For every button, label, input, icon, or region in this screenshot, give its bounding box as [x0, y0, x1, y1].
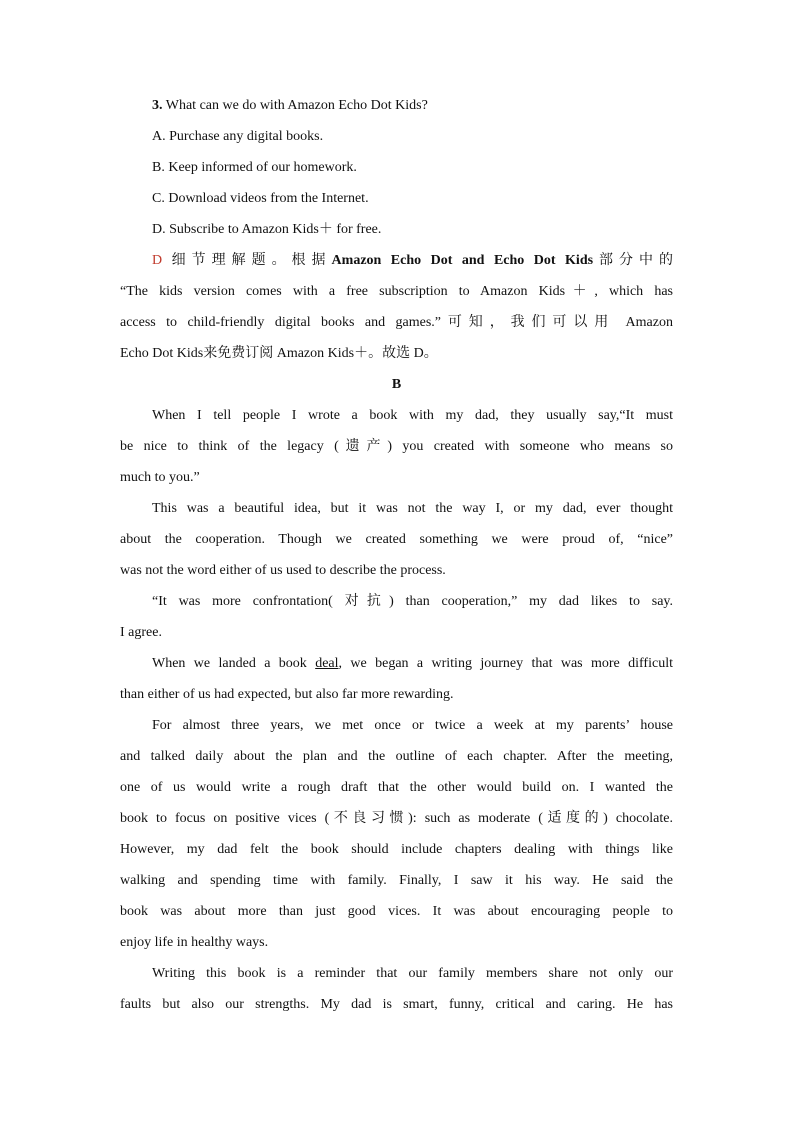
- question-number: 3.: [152, 98, 163, 113]
- passage-line: walking and spending time with family. Finally, I saw it his way. He said the: [120, 873, 673, 888]
- answer-letter: D: [152, 253, 163, 268]
- passage-line: one of us would write a rough draft that the other would build on. I wanted the: [120, 780, 673, 795]
- question-stem: [120, 90, 673, 121]
- passage-line: [120, 648, 673, 679]
- passage-line: “It was more confrontation( 对抗) than cooperation,” my dad likes to say.: [152, 594, 673, 609]
- passage-line: book was about more than just good vices. It was about encouraging people to: [120, 904, 673, 919]
- passage-line: about the cooperation. Though we created something we were proud of, “nice”: [120, 532, 673, 547]
- underlined-word-deal: deal: [315, 656, 339, 671]
- option-c: C. Download videos from the Internet.: [152, 191, 369, 206]
- passage-line: faults but also our strengths. My dad is smart, funny, critical and caring. He has: [120, 997, 673, 1012]
- document-page: [120, 90, 673, 1020]
- passage-line: However, my dad felt the book should include chapters dealing with things like: [120, 842, 673, 857]
- explanation-line-1: [120, 245, 673, 276]
- passage-line: be nice to think of the legacy (遗产) you created with someone who means so: [120, 439, 673, 454]
- passage-line: much to you.”: [120, 470, 200, 485]
- explanation-line-3: access to child-friendly digital books and games.”可知，我们可以用 Amazon: [120, 315, 673, 330]
- explanation-bold: Amazon Echo Dot and Echo Dot Kids: [331, 253, 594, 268]
- option-d: D. Subscribe to Amazon Kids＋ for free.: [152, 222, 382, 237]
- passage-segment: , we began a writing journey that was more difficult: [338, 656, 673, 671]
- passage-line: enjoy life in healthy ways.: [120, 935, 269, 950]
- passage-line: and talked daily about the plan and the outline of each chapter. After the meeting,: [120, 749, 673, 764]
- passage-line: Writing this book is a reminder that our family members share not only our: [152, 966, 673, 981]
- passage-line: was not the word either of us used to describe the process.: [120, 563, 446, 578]
- question-text: What can we do with Amazon Echo Dot Kids?: [165, 98, 428, 113]
- passage-line: I agree.: [120, 625, 162, 640]
- explanation-line-2: “The kids version comes with a free subscription to Amazon Kids＋, which has: [120, 284, 673, 299]
- passage-line: This was a beautiful idea, but it was not the way I, or my dad, ever thought: [152, 501, 673, 516]
- option-a: A. Purchase any digital books.: [152, 129, 324, 144]
- passage-line: When I tell people I wrote a book with my dad, they usually say,“It must: [152, 408, 673, 423]
- passage-segment: When we landed a book: [152, 656, 316, 671]
- passage-line: than either of us had expected, but also far more rewarding.: [120, 687, 454, 702]
- passage-line: For almost three years, we met once or twice a week at my parents’ house: [152, 718, 673, 733]
- passage-line: book to focus on positive vices (不良习惯): such as moderate (适度的) chocolate.: [120, 811, 673, 826]
- explanation-line-4: Echo Dot Kids来免费订阅 Amazon Kids＋。故选 D。: [120, 346, 438, 361]
- explanation-post: 部分中的: [593, 253, 674, 268]
- section-heading: B: [391, 377, 402, 392]
- option-b: B. Keep informed of our homework.: [152, 160, 357, 175]
- explanation-pre: 细节理解题。根据: [171, 253, 332, 268]
